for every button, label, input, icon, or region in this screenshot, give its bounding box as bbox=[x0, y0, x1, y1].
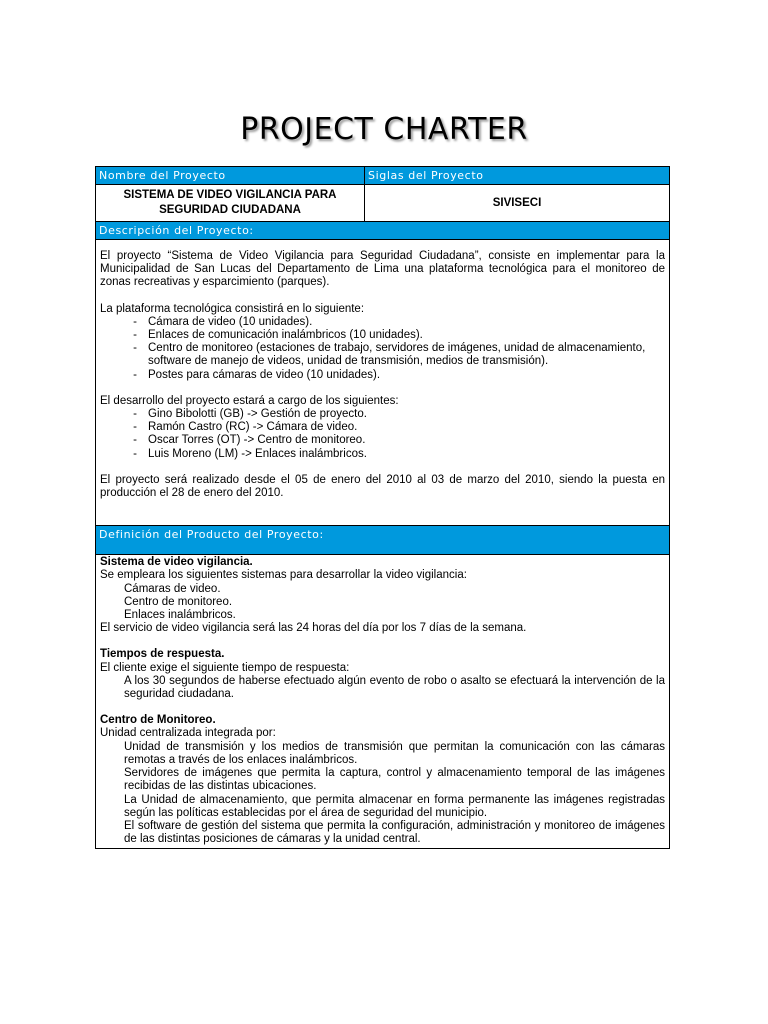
list-item bbox=[100, 794, 665, 820]
list-item-text: Postes para cámaras de video (10 unidades). bbox=[148, 368, 381, 381]
project-name-value bbox=[96, 185, 365, 221]
schedule-text: El proyecto será realizado desde el 05 de enero del 2010 al 03 de marzo del 2010, siendo la puesta en producción el 28 de enero del 2010. bbox=[100, 473, 665, 500]
header-label-row bbox=[96, 167, 669, 185]
section-video-list bbox=[100, 583, 665, 623]
section-monitor-intro: Unidad centralizada integrada por: bbox=[100, 727, 276, 740]
list-item-text: A los 30 segundos de haberse efectuado algún evento de robo o asalto se efectuará la intervención de la seguridad ciudadana. bbox=[124, 674, 665, 701]
list-item-text: Centro de monitoreo (estaciones de trabajo, servidores de imágenes, unidad de almacenamiento, software de manejo de videos, unidad de transmisión, medios de transmisión). bbox=[148, 342, 646, 368]
definition-body bbox=[96, 555, 669, 848]
project-name-text: SISTEMA DE VIDEO VIGILANCIA PARA SEGURIDAD CIUDADANA bbox=[123, 189, 337, 216]
dash-marker: - bbox=[133, 329, 137, 342]
list-item-text: Enlaces de comunicación inalámbricos (10 unidades). bbox=[148, 329, 423, 342]
project-name-label: Nombre del Proyecto bbox=[96, 167, 365, 184]
list-item bbox=[100, 342, 665, 368]
bullet-glyph bbox=[100, 596, 124, 609]
list-item-text: Cámara de video (10 unidades). bbox=[148, 315, 313, 328]
charter-table bbox=[95, 166, 670, 849]
team-list bbox=[100, 408, 665, 461]
section-response-list bbox=[100, 675, 665, 701]
section-monitor-list bbox=[100, 741, 665, 847]
list-item-text: Gino Bibolotti (GB) -> Gestión de proyecto. bbox=[148, 408, 367, 421]
list-item-text: Servidores de imágenes que permita la captura, control y almacenamiento temporal de las imágenes recibidas de las distintas ubicaciones. bbox=[124, 767, 665, 793]
list-item bbox=[100, 369, 665, 382]
project-acronym-text: SIVISECI bbox=[492, 196, 542, 209]
section-response-title: Tiempos de respuesta. bbox=[100, 648, 225, 661]
project-acronym-label: Siglas del Proyecto bbox=[365, 167, 669, 184]
list-item bbox=[100, 421, 665, 434]
list-item bbox=[100, 609, 665, 622]
list-item-text: Enlaces inalámbricos. bbox=[124, 609, 236, 622]
bullet-glyph bbox=[100, 794, 124, 820]
section-video-title: Sistema de video vigilancia. bbox=[100, 556, 253, 569]
list-item bbox=[100, 583, 665, 596]
list-item-text: Unidad de transmisión y los medios de transmisión que permitan la comunicación con las cámaras remotas a través de los enlaces inalámbricos. bbox=[124, 740, 665, 766]
list-item bbox=[100, 408, 665, 421]
description-header-row bbox=[96, 222, 669, 240]
bullet-glyph bbox=[100, 675, 124, 701]
header-value-row bbox=[96, 185, 669, 222]
bullet-glyph bbox=[100, 583, 124, 596]
list-item bbox=[100, 820, 665, 846]
dash-marker: - bbox=[133, 315, 137, 328]
list-item-text: Ramón Castro (RC) -> Cámara de video. bbox=[148, 421, 358, 434]
list-item bbox=[100, 596, 665, 609]
definition-label: Definición del Producto del Proyecto: bbox=[96, 526, 669, 554]
list-item-text: Cámaras de video. bbox=[124, 582, 221, 595]
platform-list bbox=[100, 316, 665, 382]
section-response-intro: El cliente exige el siguiente tiempo de respuesta: bbox=[100, 661, 350, 674]
bullet-glyph bbox=[100, 609, 124, 622]
section-monitor-title: Centro de Monitoreo. bbox=[100, 714, 216, 727]
dash-marker: - bbox=[133, 342, 137, 355]
description-intro: El proyecto “Sistema de Video Vigilancia para Seguridad Ciudadana”, consiste en implementar para la Municipalidad de San Lucas del Departamento de Lima una plataforma tecnológica para el monitoreo de zonas recreativas y esparcimiento (parques). bbox=[100, 250, 665, 289]
list-item-text: La Unidad de almacenamiento, que permita almacenar en forma permanente las imágenes registradas según las políticas establecidas por el área de seguridad del municipio. bbox=[124, 793, 665, 819]
bullet-glyph bbox=[100, 820, 124, 846]
section-video-outro: El servicio de video vigilancia será las 24 horas del día por los 7 días de la semana. bbox=[100, 622, 527, 635]
dash-marker: - bbox=[133, 368, 137, 381]
list-item bbox=[100, 434, 665, 447]
bullet-glyph bbox=[100, 741, 124, 767]
list-item bbox=[100, 329, 665, 342]
bullet-glyph bbox=[100, 767, 124, 793]
section-video-intro: Se empleara los siguientes sistemas para desarrollar la video vigilancia: bbox=[100, 569, 467, 582]
platform-intro: La plataforma tecnológica consistirá en lo siguiente: bbox=[100, 302, 365, 315]
list-item bbox=[100, 675, 665, 701]
list-item-text: Oscar Torres (OT) -> Centro de monitoreo. bbox=[148, 434, 366, 447]
list-item-text: Centro de monitoreo. bbox=[124, 595, 233, 608]
dash-marker: - bbox=[133, 434, 137, 447]
dash-marker: - bbox=[133, 421, 137, 434]
list-item bbox=[100, 767, 665, 793]
list-item bbox=[100, 448, 665, 461]
project-acronym-value bbox=[365, 185, 669, 221]
definition-row bbox=[96, 555, 669, 848]
list-item bbox=[100, 316, 665, 329]
description-row bbox=[96, 240, 669, 526]
document-title: PROJECT CHARTER bbox=[240, 112, 528, 147]
list-item-text: Luis Moreno (LM) -> Enlaces inalámbricos. bbox=[148, 447, 367, 460]
description-body bbox=[96, 240, 669, 525]
list-item-text: El software de gestión del sistema que permita la configuración, administración y monitoreo de imágenes de las distintas posiciones de cámaras y la unidad central. bbox=[124, 819, 665, 846]
dash-marker: - bbox=[133, 408, 137, 421]
description-label: Descripción del Proyecto: bbox=[96, 222, 669, 239]
list-item bbox=[100, 741, 665, 767]
team-intro: El desarrollo del proyecto estará a cargo de los siguientes: bbox=[100, 394, 399, 407]
definition-header-row bbox=[96, 526, 669, 555]
dash-marker: - bbox=[133, 447, 137, 460]
